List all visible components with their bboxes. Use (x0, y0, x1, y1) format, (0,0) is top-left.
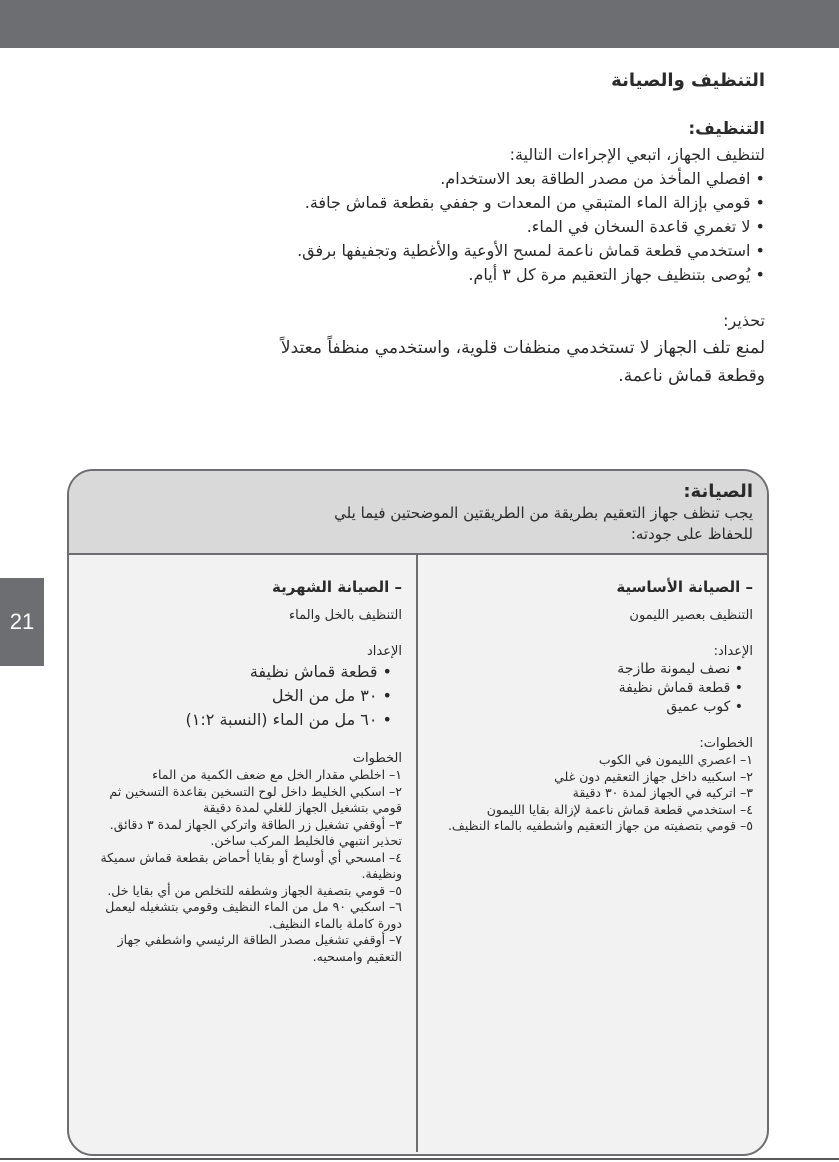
list-item: ٣– أوقفي تشغيل زر الطاقة واتركي الجهاز لمدة ٣ دقائق. (109, 816, 402, 832)
list-item: ٢– اسكبي الخليط داخل لوح التسخين بقاعدة التسخين ثم قومي بتشغيل الجهاز للغلي لمدة دقيقة (109, 783, 402, 815)
monthly-prep-label: الإعداد (366, 644, 402, 659)
monthly-steps-label: الخطوات (352, 751, 402, 766)
maintenance-header (69, 471, 767, 555)
maintenance-text-line1: يجب تنظف جهاز التعقيم بطريقة من الطريقتين الموضحتين فيما يلي (334, 504, 753, 522)
list-item: ١– اعصري الليمون في الكوب (598, 752, 753, 767)
cleaning-section (60, 70, 765, 390)
maintenance-box (67, 469, 769, 1156)
footer-rule (0, 1158, 839, 1160)
list-item: ٥– قومي بتصفية الجهاز وشطفه للتخلص من أي بقايا خل. (107, 882, 402, 898)
monthly-maintenance-column (69, 555, 418, 1152)
monthly-subtitle: التنظيف بالخل والماء (289, 608, 402, 623)
page-title: التنظيف والصيانة (611, 70, 765, 91)
page-number-tab (0, 578, 44, 666)
list-item: ٥– قومي بتصفيته من جهاز التعقيم واشطفيه بالماء النظيف. (447, 818, 753, 833)
basic-prep-list (432, 660, 753, 717)
header-band (0, 0, 839, 48)
basic-maintenance-column (418, 555, 767, 1152)
basic-steps-label: الخطوات: (699, 736, 753, 751)
list-item: ٢– اسكبيه داخل جهاز التعقيم دون غلي (554, 768, 753, 784)
monthly-prep-list (83, 660, 402, 732)
list-item: ٦– اسكبي ٩٠ مل من الماء النظيف وقومي بتشغيله ليعمل دورة كاملة بالماء النظيف. (105, 899, 402, 931)
monthly-title: – الصيانة الشهرية (272, 578, 402, 596)
maintenance-title: الصيانة: (683, 481, 753, 502)
cleaning-list (60, 167, 765, 287)
list-item: ٤– امسحي أي أوساخ أو بقايا أحماض بقطعة قماش سميكة ونظيفة. (100, 849, 402, 881)
maintenance-columns (69, 555, 767, 1152)
list-item: تحذير انتبهي فالخليط المركب ساخن. (210, 833, 402, 848)
warning-title: تحذير: (723, 311, 765, 330)
list-item: ٤– استخدمي قطعة قماش ناعمة لإزالة بقايا الليمون (486, 801, 753, 817)
list-item: • قطعة قماش نظيفة (83, 660, 392, 684)
warning-text-line1: لمنع تلف الجهاز لا تستخدمي منظفات قلوية، واستخدمي منظفاً معتدلاً (280, 338, 765, 358)
basic-subtitle: التنظيف بعصير الليمون (629, 608, 753, 623)
list-item: • افصلي المأخذ من مصدر الطاقة بعد الاستخدام. (60, 167, 765, 191)
list-item: • قومي بإزالة الماء المتبقي من المعدات و جففي بقطعة قماش جافة. (60, 191, 765, 215)
list-item: • يُوصى بتنظيف جهاز التعقيم مرة كل ٣ أيام. (60, 263, 765, 287)
cleaning-intro: لتنظيف الجهاز، اتبعي الإجراءات التالية: (509, 145, 765, 164)
cleaning-title: التنظيف: (688, 119, 765, 139)
list-item: • ٣٠ مل من الخل (83, 684, 392, 708)
list-item: • استخدمي قطعة قماش ناعمة لمسح الأوعية والأغطية وتجفيفها برفق. (60, 239, 765, 263)
basic-prep-label: الإعداد: (713, 644, 753, 659)
list-item: • قطعة قماش نظيفة (432, 679, 743, 698)
warning-text-line2: وقطعة قماش ناعمة. (618, 366, 765, 386)
list-item: • نصف ليمونة طازجة (432, 660, 743, 679)
monthly-steps-list (83, 767, 402, 965)
list-item: • لا تغمري قاعدة السخان في الماء. (60, 215, 765, 239)
basic-steps-list (432, 752, 753, 835)
maintenance-text-line2: للحفاظ على جودته: (630, 525, 753, 543)
list-item: ٣– اتركيه في الجهاز لمدة ٣٠ دقيقة (572, 785, 753, 800)
list-item: • ٦٠ مل من الماء (النسبة ١:٢) (83, 708, 392, 732)
basic-title: – الصيانة الأساسية (616, 578, 753, 596)
list-item: ٧– أوقفي تشغيل مصدر الطاقة الرئيسي واشطفي جهاز التعقيم وامسحيه. (117, 932, 402, 964)
list-item: ١– اخلطي مقدار الخل مع ضعف الكمية من الماء (152, 767, 402, 782)
list-item: • كوب عميق (432, 698, 743, 717)
page-number: 21 (9, 609, 35, 634)
